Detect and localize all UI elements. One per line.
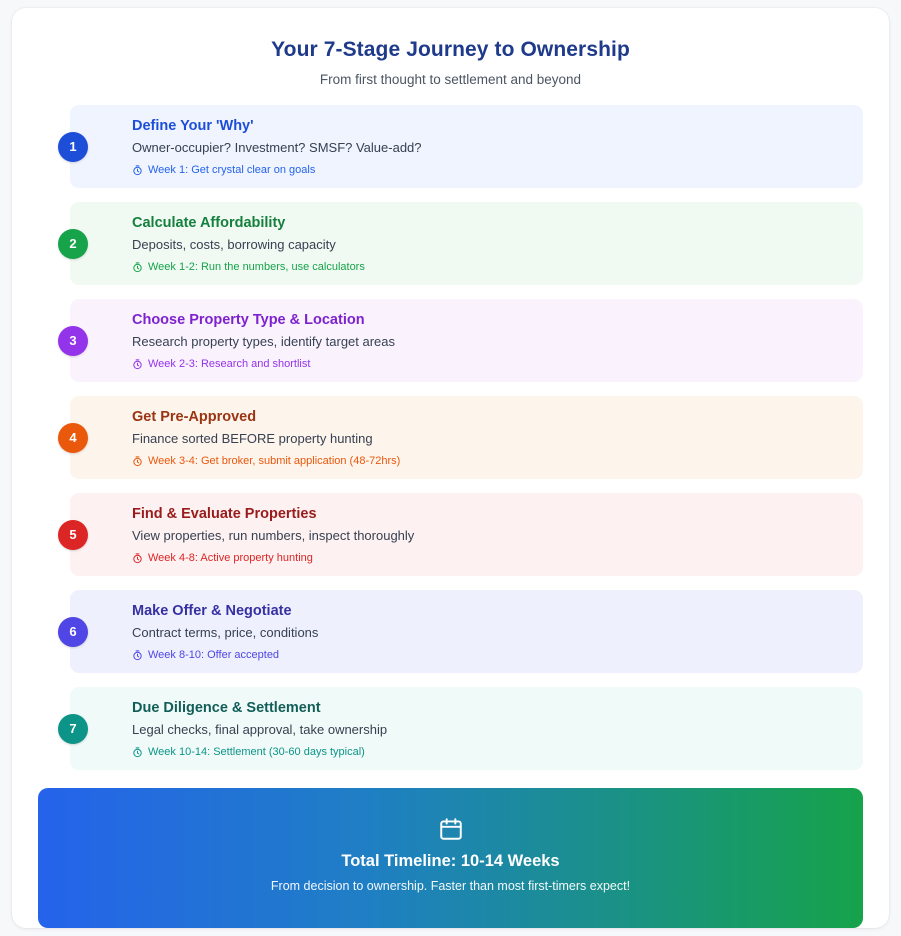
- step-number-badge: 7: [58, 714, 88, 744]
- step-timing-label: Week 1: Get crystal clear on goals: [148, 164, 316, 176]
- step-title: Get Pre-Approved: [132, 409, 257, 425]
- timeline-subtitle: From decision to ownership. Faster than most first-timers expect!: [270, 879, 631, 893]
- clock-icon: [132, 650, 143, 661]
- calendar-icon: [438, 816, 464, 842]
- step-number-badge: 2: [58, 229, 88, 259]
- step-timing-label: Week 4-8: Active property hunting: [148, 552, 313, 564]
- step-description: View properties, run numbers, inspect thoroughly: [132, 528, 415, 543]
- step-panel: [70, 105, 863, 188]
- step-title: Find & Evaluate Properties: [132, 506, 317, 522]
- page-title: Your 7-Stage Journey to Ownership: [271, 38, 630, 61]
- clock-icon: [132, 456, 143, 467]
- step-timing: [132, 455, 845, 467]
- step-panel: [70, 202, 863, 285]
- journey-step: [38, 687, 863, 770]
- step-number-badge: 3: [58, 326, 88, 356]
- journey-step: [38, 299, 863, 382]
- step-panel: [70, 396, 863, 479]
- step-timing-label: Week 1-2: Run the numbers, use calculators: [148, 261, 365, 273]
- step-panel: [70, 299, 863, 382]
- journey-step: [38, 493, 863, 576]
- step-timing: [132, 746, 845, 758]
- step-title: Choose Property Type & Location: [132, 312, 365, 328]
- step-number-badge: 6: [58, 617, 88, 647]
- step-description: Research property types, identify target areas: [132, 334, 396, 349]
- step-description: Finance sorted BEFORE property hunting: [132, 431, 373, 446]
- step-description: Legal checks, final approval, take ownership: [132, 722, 388, 737]
- step-title: Make Offer & Negotiate: [132, 603, 292, 619]
- journey-step: [38, 202, 863, 285]
- clock-icon: [132, 553, 143, 564]
- step-timing: [132, 649, 845, 661]
- step-title: Define Your 'Why': [132, 118, 254, 134]
- journey-card: [12, 8, 889, 928]
- step-number-badge: 4: [58, 423, 88, 453]
- clock-icon: [132, 262, 143, 273]
- step-number-badge: 5: [58, 520, 88, 550]
- step-number-badge: 1: [58, 132, 88, 162]
- step-timing: [132, 358, 845, 370]
- step-title: Calculate Affordability: [132, 215, 286, 231]
- journey-step: [38, 590, 863, 673]
- step-timing-label: Week 3-4: Get broker, submit application (48-72hrs): [148, 455, 401, 467]
- step-timing: [132, 261, 845, 273]
- step-description: Deposits, costs, borrowing capacity: [132, 237, 336, 252]
- journey-step: [38, 105, 863, 188]
- step-panel: [70, 493, 863, 576]
- journey-step: [38, 396, 863, 479]
- step-timing-label: Week 10-14: Settlement (30-60 days typical): [148, 746, 365, 758]
- clock-icon: [132, 747, 143, 758]
- page-subtitle: From first thought to settlement and beyond: [319, 72, 582, 87]
- step-description: Contract terms, price, conditions: [132, 625, 319, 640]
- timeline-summary: [38, 788, 863, 928]
- steps-list: [38, 105, 863, 770]
- step-description: Owner-occupier? Investment? SMSF? Value-add?: [132, 140, 422, 155]
- step-timing: [132, 552, 845, 564]
- step-title: Due Diligence & Settlement: [132, 700, 321, 716]
- step-timing-label: Week 8-10: Offer accepted: [148, 649, 280, 661]
- clock-icon: [132, 165, 143, 176]
- step-timing-label: Week 2-3: Research and shortlist: [148, 358, 311, 370]
- step-timing: [132, 164, 845, 176]
- timeline-title: Total Timeline: 10-14 Weeks: [341, 852, 560, 870]
- clock-icon: [132, 359, 143, 370]
- step-panel: [70, 590, 863, 673]
- step-panel: [70, 687, 863, 770]
